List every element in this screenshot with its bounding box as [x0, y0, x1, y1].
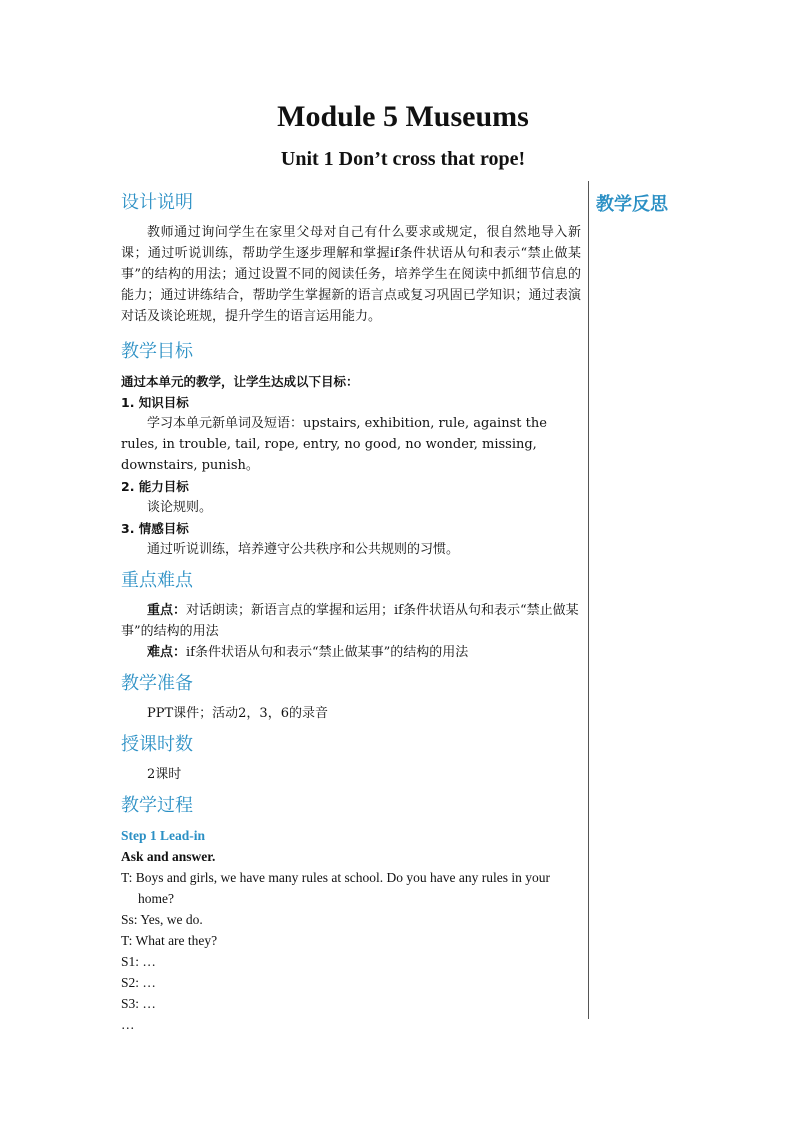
prep-text: PPT课件；活动2，3，6的录音: [147, 706, 328, 721]
difficult-text: if条件状语从句和表示“禁止做某事”的结构的用法: [186, 645, 469, 660]
hours-text: 2课时: [147, 767, 182, 782]
goal-2-label: 2. 能力目标: [121, 479, 189, 494]
dialogue-line: Ss: Yes, we do.: [121, 912, 203, 927]
difficult-point: [121, 642, 581, 663]
goal-3-label: 3. 情感目标: [121, 521, 189, 536]
difficult-label: 难点：: [147, 645, 187, 660]
step-heading: Step 1 Lead-in: [121, 828, 206, 843]
key-heading: 重点难点: [121, 570, 193, 591]
unit-title: Unit 1 Don’t cross that rope!: [280, 148, 526, 170]
goal-1-label: 1. 知识目标: [121, 395, 189, 410]
key-point: [121, 600, 581, 642]
key-label: 重点：: [147, 603, 187, 618]
prep-heading: 教学准备: [121, 673, 193, 694]
design-heading: 设计说明: [121, 192, 193, 213]
column-divider: [588, 181, 589, 1019]
dialogue-line: T: What are they?: [121, 933, 218, 948]
hours-heading: 授课时数: [121, 734, 193, 755]
dialogue-line: S2: …: [121, 975, 156, 990]
main-column: [121, 190, 581, 1035]
dialogue-line: S3: …: [121, 996, 156, 1011]
goals-heading: 教学目标: [121, 341, 193, 362]
dialogue-line: T: Boys and girls, we have many rules at school. Do you have any rules in your home?: [121, 870, 550, 906]
dialogue-line: …: [121, 1017, 135, 1032]
process-heading: 教学过程: [121, 795, 193, 816]
key-text: 对话朗读；新语言点的掌握和运用；if条件状语从句和表示“禁止做某事”的结构的用法: [121, 603, 579, 639]
goal-3-text: 通过听说训练，培养遵守公共秩序和公共规则的习惯。: [147, 542, 460, 557]
goals-intro: 通过本单元的教学，让学生达成以下目标：: [121, 374, 359, 389]
goal-1-text: 学习本单元新单词及短语：upstairs, exhibition, rule, against the rules, in trouble, tail, rope, entry, no good, no wonder, missing, downstairs, punish。: [121, 416, 547, 473]
reflection-heading: 教学反思: [596, 194, 668, 215]
design-text: 教师通过询问学生在家里父母对自己有什么要求或规定，很自然地导入新课；通过听说训练，帮助学生逐步理解和掌握if条件状语从句和表示“禁止做某事”的结构的用法；通过设置不同的阅读任务，培养学生在阅读中抓细节信息的能力；通过讲练结合，帮助学生掌握新的语言点或复习巩固已学知识；通过表演对话及谈论班规，提升学生的语言运用能力。: [121, 225, 581, 324]
task-label: Ask and answer.: [121, 849, 216, 864]
module-title: Module 5 Museums: [277, 100, 529, 133]
dialogue-line: S1: …: [121, 954, 156, 969]
goal-2-text: 谈论规则。: [147, 500, 213, 515]
